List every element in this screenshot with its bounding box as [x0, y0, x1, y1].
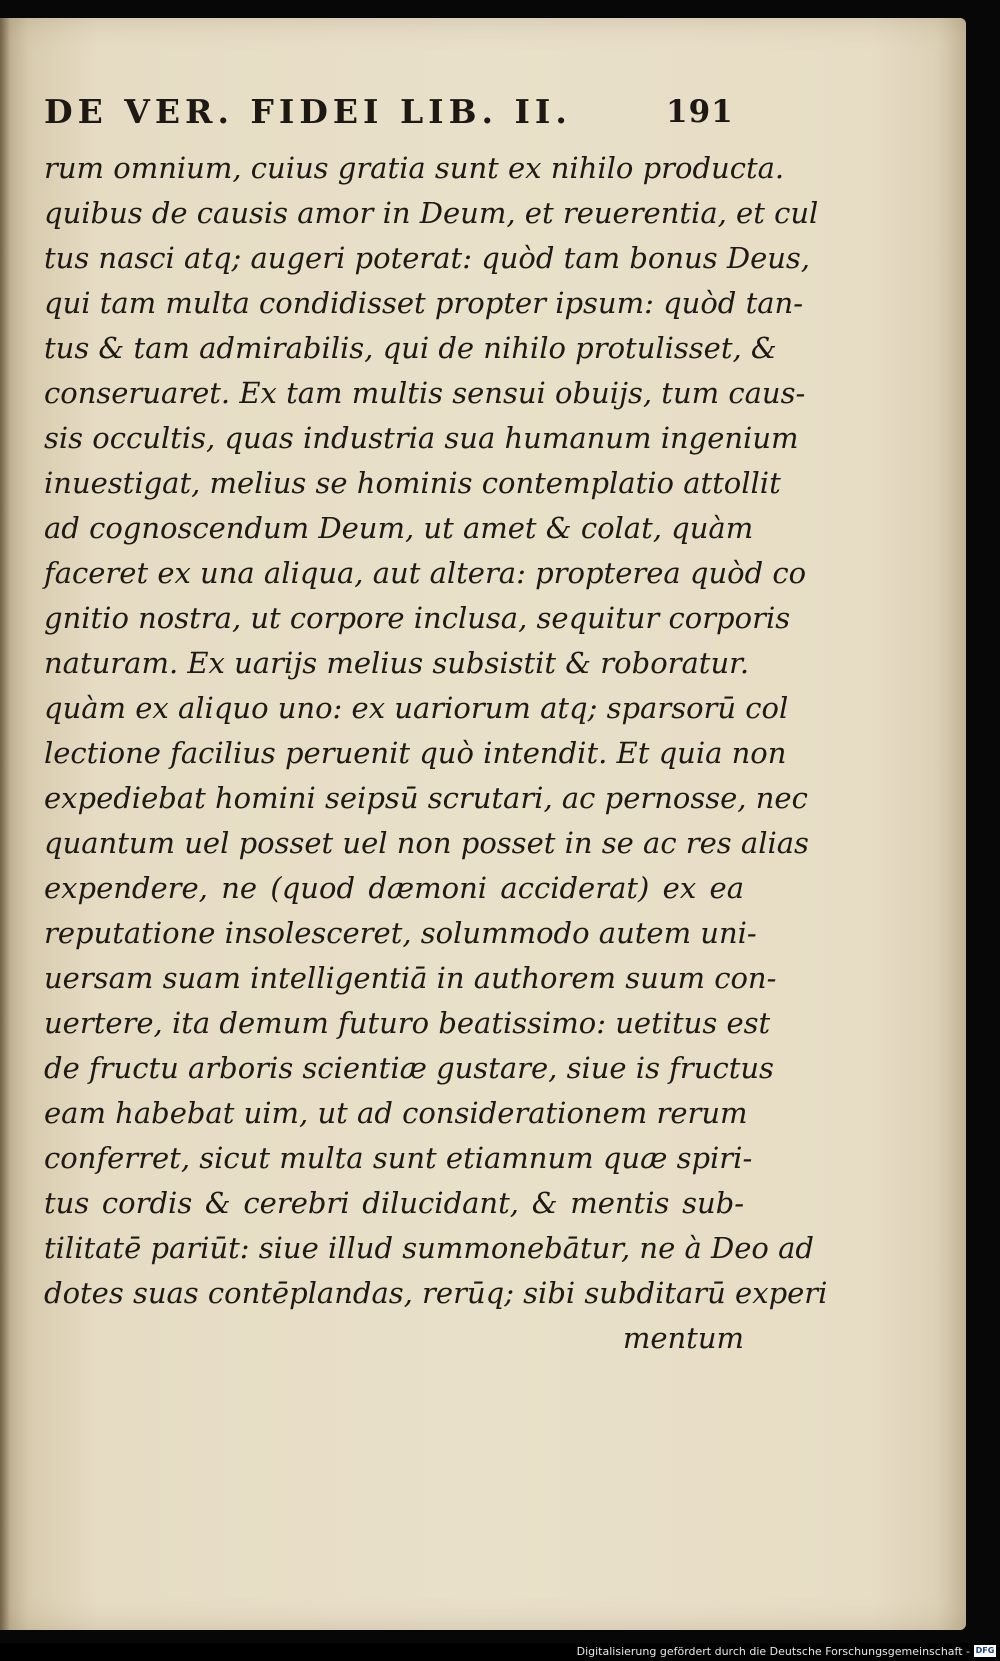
catchword: mentum	[622, 1321, 744, 1355]
text-line: gnitio nostra, ut corpore inclusa, sequitur corporis	[44, 601, 791, 635]
text-line: conseruaret. Ex tam multis sensui obuijs, tum caus-	[44, 376, 806, 410]
body-text	[44, 146, 828, 1361]
text-line: sis occultis, quas industria sua humanum ingenium	[44, 421, 799, 455]
text-line: conferret, sicut multa sunt etiamnum quæ spiri-	[44, 1141, 753, 1175]
text-line: uertere, ita demum futuro beatissimo: uetitus est	[44, 1006, 771, 1040]
funding-credit: Digitalisierung gefördert durch die Deutsche Forschungsgemeinschaft -	[576, 1645, 970, 1658]
text-line: rum omnium, cuius gratia sunt ex nihilo producta.	[44, 151, 785, 185]
text-line: reputatione insolesceret, solummodo autem uni-	[44, 916, 757, 950]
text-line: qui tam multa condidisset propter ipsum: quòd tan-	[44, 286, 803, 320]
text-line: de fructu arboris scientiæ gustare, siue is fructus	[44, 1051, 774, 1085]
text-line: naturam. Ex uarijs melius subsistit & roboratur.	[44, 646, 750, 680]
spine-shadow	[0, 18, 10, 1630]
text-line: lectione facilius peruenit quò intendit. Et quia non	[44, 736, 787, 770]
text-line: tus & tam admirabilis, qui de nihilo protulisset, &	[44, 331, 777, 365]
text-line: ad cognoscendum Deum, ut amet & colat, quàm	[44, 511, 754, 545]
text-line: faceret ex una aliqua, aut altera: propterea quòd co	[44, 556, 807, 590]
text-line: inuestigat, melius se hominis contemplatio attollit	[44, 466, 781, 500]
page-number: 191	[666, 94, 734, 130]
text-line: expediebat homini seipsū scrutari, ac pernosse, nec	[44, 781, 808, 815]
running-head: DE VER. FIDEI LIB. II.	[44, 92, 572, 131]
text-line: tilitatē pariūt: siue illud summonebātur, ne à Deo ad	[44, 1231, 814, 1265]
text-line: tus cordis & cerebri dilucidant, & mentis sub-	[44, 1186, 744, 1220]
page-header	[44, 92, 744, 138]
text-line: expendere, ne (quod dæmoni acciderat) ex ea	[44, 871, 744, 905]
dfg-logo: DFG	[975, 1646, 995, 1655]
text-line: uersam suam intelligentiā in authorem suum con-	[44, 961, 777, 995]
text-line: quàm ex aliquo uno: ex uariorum atq; sparsorū col	[44, 691, 789, 725]
text-line: dotes suas contēplandas, rerūq; sibi subditarū experi	[44, 1276, 828, 1310]
text-line: quibus de causis amor in Deum, et reuerentia, et cul	[44, 196, 819, 230]
text-line: tus nasci atq; augeri poterat: quòd tam bonus Deus,	[44, 241, 811, 275]
text-line: eam habebat uim, ut ad considerationem rerum	[44, 1096, 748, 1130]
text-line: quantum uel posset uel non posset in se ac res alias	[44, 826, 809, 860]
